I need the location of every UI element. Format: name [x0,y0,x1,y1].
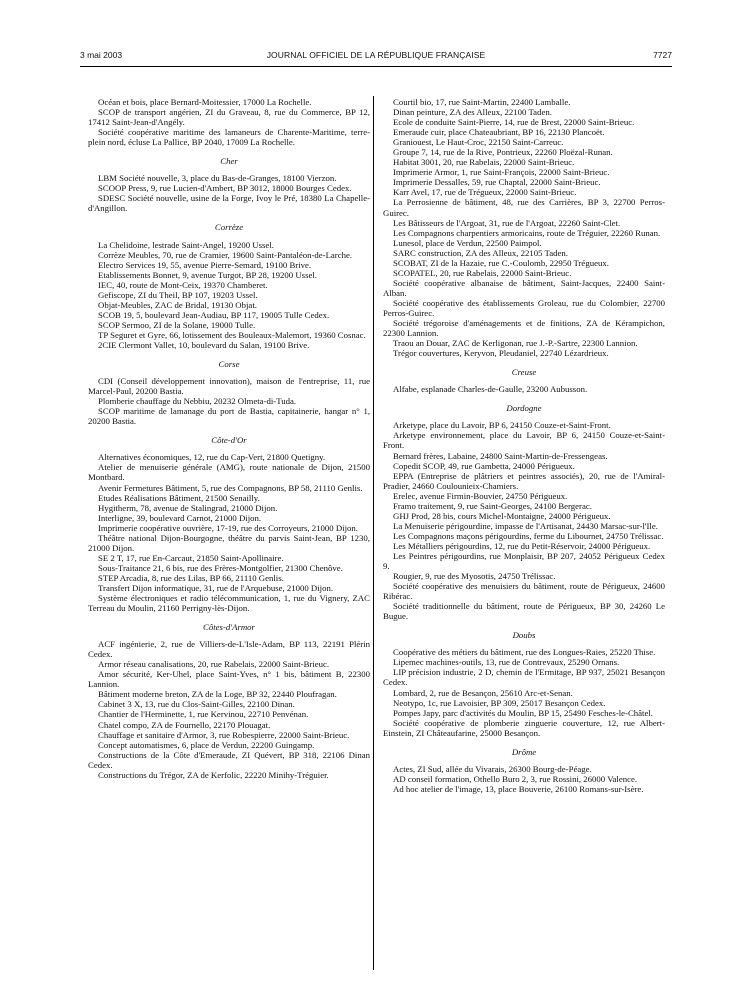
company-entry: Atelier de menuiserie générale (AMG), route nationale de Dijon, 21500 Montbard. [88,462,370,483]
company-entry: Imprimerie Dessalles, 59, rue Chaptal, 22000 Saint-Brieuc. [393,177,601,188]
company-entry: Groupe 7, 14, rue de la Rive, Pontrieux, 22260 Ploëzal-Runan. [393,147,613,158]
company-entry: Emeraude cuir, place Chateaubriant, BP 16, 22130 Plancoët. [393,127,605,138]
company-entry: LBM Société nouvelle, 3, place du Bas-de-Granges, 18100 Vierzon. [98,173,337,184]
section-heading: Corse [218,359,240,370]
company-entry: Ecole de conduite Saint-Pierre, 14, rue de Brest, 22000 Saint-Brieuc. [393,117,635,128]
company-entry: Bâtiment moderne breton, ZA de la Loge, BP 32, 22440 Ploufragan. [98,689,337,700]
company-entry: Actes, ZI Sud, allée du Vivarais, 26300 Bourg-de-Péage. [393,763,592,774]
section-heading: Côte-d'Or [211,435,247,446]
section-heading: Cher [220,156,238,167]
page-header [80,50,672,64]
company-entry: Framo traitement, 9, rue Saint-Georges, 24100 Bergerac. [393,500,592,511]
company-entry: Arketype, place du Lavoir, BP 6, 24150 Couze-et-Saint-Front. [393,420,611,431]
company-entry: Erelec, avenue Firmin-Bouvier, 24750 Périgueux. [393,490,568,501]
page-number: 7727 [653,50,672,60]
company-entry: Les Bâtisseurs de l'Argoat, 31, rue de l'Argoat, 22260 Saint-Clet. [393,217,621,228]
company-entry: Trégor couvertures, Keryvon, Pleudaniel, 22740 Lézardrieux. [393,348,609,359]
company-entry: SE 2 T, 17, rue En-Carcaut, 21850 Saint-Apollinaire. [98,552,284,563]
company-entry: Système électroniques et radio télécommunication, 1, rue du Vignery, ZAC Terreau du Moulin, 21160 Perrigny-lès-Dijon. [88,593,370,614]
company-entry: Armor réseau canalisations, 20, rue Rabelais, 22000 Saint-Brieuc. [98,659,330,670]
section-heading: Doubs [512,630,536,641]
left-column [88,97,370,780]
company-entry: Lombard, 2, rue de Besançon, 25610 Arc-et-Senan. [393,687,573,698]
company-entry: IEC, 40, route de Mont-Ceix, 19370 Chamberet. [98,279,268,290]
company-entry: Bernard frères, Labaine, 24800 Saint-Martin-de-Fressengeas. [393,450,608,461]
company-entry: Société coopérative maritime des lamaneurs de Charente-Maritime, terre-plein nord, écluse La Pallice, BP 2040, 17009 La Rochelle. [88,127,370,148]
company-entry: EPPA (Entreprise de plâtriers et peintres associés), 20, rue de l'Amiral-Pradier, 24660 Coulounieix-Chamiers. [383,470,665,491]
journal-title: JOURNAL OFFICIEL DE LA RÉPUBLIQUE FRANÇAISE [266,50,486,60]
company-entry: Coopérative des métiers du bâtiment, rue des Longues-Raies, 25220 Thise. [393,647,656,658]
company-entry: 2CIE Clermont Vallet, 10, boulevard du Salan, 19100 Brive. [98,339,310,350]
right-column [383,97,665,794]
company-entry: TP Seguret et Gyre, 66, lotissement des Bouleaux-Malemort, 19360 Cosnac. [98,329,366,340]
company-entry: Pompes Japy, parc d'activités du Moulin, BP 15, 25490 Fesches-le-Châtel. [393,707,653,718]
company-entry: Concept automatismes, 6, place de Verdun, 22200 Guingamp. [98,739,315,750]
section-heading: Côtes-d'Armor [203,622,255,633]
company-entry: Ad hoc atelier de l'image, 13, place Bouverie, 26100 Romans-sur-Isère. [393,783,644,794]
company-entry: Imprimerie coopérative ouvrière, 17-19, rue des Corroyeurs, 21000 Dijon. [98,522,358,533]
company-entry: SCOBAT, ZI de la Hazaie, rue C.-Coulomb, 22950 Trégueux. [393,257,609,268]
column-divider [373,96,374,970]
company-entry: Plomberie chauffage du Nebbiu, 20232 Olmeta-di-Tuda. [98,396,297,407]
company-entry: Traou an Douar, ZAC de Kerligonan, rue J.-P.-Sartre, 22300 Lannion. [393,338,638,349]
company-entry: Lunesol, place de Verdun, 22500 Paimpol. [393,237,542,248]
header-rule [80,66,672,67]
company-entry: Constructions de la Côte d'Emeraude, ZI Quévert, BP 318, 22106 Dinan Cedex. [88,749,370,770]
company-entry: Lipemec machines-outils, 13, rue de Contrevaux, 25290 Ornans. [393,657,620,668]
company-entry: STEP Arcadia, 8, rue des Lilas, BP 66, 21110 Genlis. [98,572,284,583]
company-entry: Interligne, 39, boulevard Carnot, 21000 Dijon. [98,512,262,523]
company-entry: Rougier, 9, rue des Myosotis, 24750 Trélissac. [393,571,556,582]
company-entry: Cabinet 3 X, 13, rue du Clos-Saint-Gilles, 22100 Dinan. [98,699,295,710]
company-entry: SDESC Société nouvelle, usine de la Forge, Ivoy le Pré, 18380 La Chapelle-d'Angillon. [88,193,370,214]
company-entry: Etudes Réalisations Bâtiment, 21500 Senailly. [98,492,260,503]
company-entry: Alternatives économiques, 12, rue du Cap-Vert, 21800 Quetigny. [98,452,326,463]
company-entry: Gefiscope, ZI du Theil, BP 107, 19203 Ussel. [98,289,258,300]
company-entry: Dinan peinture, ZA des Alleux, 22100 Taden. [393,107,552,118]
company-entry: Société coopérative albanaise de bâtiment, Saint-Jacques, 22400 Saint-Alban. [383,277,665,298]
company-entry: Les Métalliers périgourdins, 12, rue du Petit-Réservoir, 24000 Périgueux. [393,540,651,551]
company-entry: Société trégoroise d'aménagements et de finitions, ZA de Kérampichon, 22300 Lannion. [383,318,665,339]
company-entry: La Perrosienne de bâtiment, 48, rue des Carrières, BP 3, 22700 Perros-Guirec. [383,197,665,218]
company-entry: SCOPATEL, 20, rue Rabelais, 22000 Saint-Brieuc. [393,267,572,278]
company-entry: La Menuiserie périgourdine, impasse de l'Artisanat, 24430 Marsac-sur-l'Ile. [393,520,658,531]
company-entry: Hygitherm, 78, avenue de Stalingrad, 21000 Dijon. [98,502,278,513]
section-heading: Dordogne [506,403,542,414]
company-entry: Avenir Fermetures Bâtiment, 5, rue des Compagnons, BP 58, 21110 Genlis. [98,482,363,493]
section-heading: Corrèze [214,222,244,233]
company-entry: SCOOP Press, 9, rue Lucien-d'Ambert, BP 3012, 18000 Bourges Cedex. [98,183,352,194]
company-entry: Chantier de l'Herminette, 1, rue Kervinou, 22710 Penvénan. [98,709,309,720]
company-entry: Corrèze Meubles, 70, rue de Cramier, 19600 Saint-Pantaléon-de-Larche. [98,249,353,260]
company-entry: SCOB 19, 5, boulevard Jean-Audiau, BP 117, 19005 Tulle Cedex. [98,309,330,320]
company-entry: Graniouest, Le Haut-Croc, 22150 Saint-Carreuc. [393,137,564,148]
company-entry: Neotypo, 1c, rue Lavoisier, BP 309, 25017 Besançon Cedex. [393,697,606,708]
company-entry: Les Compagnons charpentiers armoricains, route de Tréguier, 22260 Runan. [393,227,661,238]
company-entry: SCOP Sermoo, ZI de la Solane, 19000 Tulle. [98,319,256,330]
company-entry: Société coopérative des établissements Groleau, rue du Colombier, 22700 Perros-Guirec. [383,297,665,318]
company-entry: CDI (Conseil développement innovation), maison de l'entreprise, 11, rue Marcel-Paul, 20200 Bastia. [88,376,370,397]
section-heading: Drôme [511,746,537,757]
company-entry: Constructions du Trégor, ZA de Kerfolic, 22220 Minihy-Tréguier. [98,769,329,780]
company-entry: Société coopérative des menuisiers du bâtiment, route de Périgueux, 24600 Ribérac. [383,581,665,602]
company-entry: Etablissements Bonnet, 9, avenue Turgot, BP 28, 19200 Ussel. [98,269,317,280]
company-entry: Les Compagnons maçons périgourdins, ferme du Libournet, 24750 Trélissac. [393,530,664,541]
company-entry: Electro Services 19, 55, avenue Pierre-Semard, 19100 Brive. [98,259,312,270]
company-entry: Chatel compo, ZA de Fournello, 22170 Plouagat. [98,719,271,730]
company-entry: Théâtre national Dijon-Bourgogne, théâtre du parvis Saint-Jean, BP 1230, 21000 Dijon. [88,532,370,553]
header-date: 3 mai 2003 [80,50,123,60]
company-entry: Objat-Meubles, ZAC de Bridal, 19130 Objat. [98,299,257,310]
company-entry: Alfabe, esplanade Charles-de-Gaulle, 23200 Aubusson. [393,384,588,395]
company-entry: Sous-Traitance 21, 6 bis, rue des Frères-Montgolfier, 21300 Chenôve. [98,562,343,573]
company-entry: Société traditionnelle du bâtiment, route de Périgueux, BP 30, 24260 Le Bugue. [383,601,665,622]
company-entry: Habitat 3001, 20, rue Rabelais, 22000 Saint-Brieuc. [393,157,575,168]
company-entry: Arketype environnement, place du Lavoir, BP 6, 24150 Couze-et-Saint-Front. [383,430,665,451]
company-entry: Copedit SCOP, 49, rue Gambetta, 24000 Périgueux. [393,460,575,471]
company-entry: La Chelidoine, lestrade Saint-Angel, 19200 Ussel. [98,239,274,250]
company-entry: SCOP de transport angérien, ZI du Graveau, 8, rue du Commerce, BP 12, 17412 Saint-Jean-d'Angély. [88,107,370,128]
company-entry: AD conseil formation, Othello Buro 2, 3, rue Rossini, 26000 Valence. [393,773,638,784]
section-heading: Creuse [511,367,537,378]
company-entry: Océan et bois, place Bernard-Moitessier, 17000 La Rochelle. [98,97,312,107]
company-entry: Société coopérative de plomberie zinguerie couverture, 12, rue Albert-Einstein, ZI Châteaufarine, 25000 Besançon. [383,717,665,738]
company-entry: LIP précision industrie, 2 D, chemin de l'Ermitage, BP 937, 25021 Besançon Cedex. [383,667,665,688]
company-entry: Imprimerie Armor, 1, rue Saint-François, 22000 Saint-Brieuc. [393,167,610,178]
company-entry: GHJ Prod, 28 bis, cours Michel-Montaigne, 24000 Périgueux. [393,510,611,521]
company-entry: Amor sécurité, Ker-Uhel, place Saint-Yves, n° 1 bis, bâtiment B, 22300 Lannion. [88,669,370,690]
company-entry: Courtil bio, 17, rue Saint-Martin, 22400 Lamballe. [393,97,571,107]
company-entry: Karr Avel, 17, rue de Trégueux, 22000 Saint-Brieuc. [393,187,577,198]
company-entry: Chauffage et sanitaire d'Armor, 3, rue Robespierre, 22000 Saint-Brieuc. [98,729,350,740]
company-entry: Transfert Dijon informatique, 31, rue de l'Arquebuse, 21000 Dijon. [98,582,334,593]
company-entry: SARC construction, ZA des Alleux, 22105 Taden. [393,247,568,258]
company-entry: SCOP maritime de lamanage du port de Bastia, capitainerie, hangar n° 1, 20200 Bastia. [88,406,370,427]
company-entry: Les Peintres périgourdins, rue Monplaisir, BP 207, 24052 Périgueux Cedex 9. [383,550,665,572]
company-entry: ACF ingénierie, 2, rue de Villiers-de-L'Isle-Adam, BP 113, 22191 Plérin Cedex. [88,639,370,660]
